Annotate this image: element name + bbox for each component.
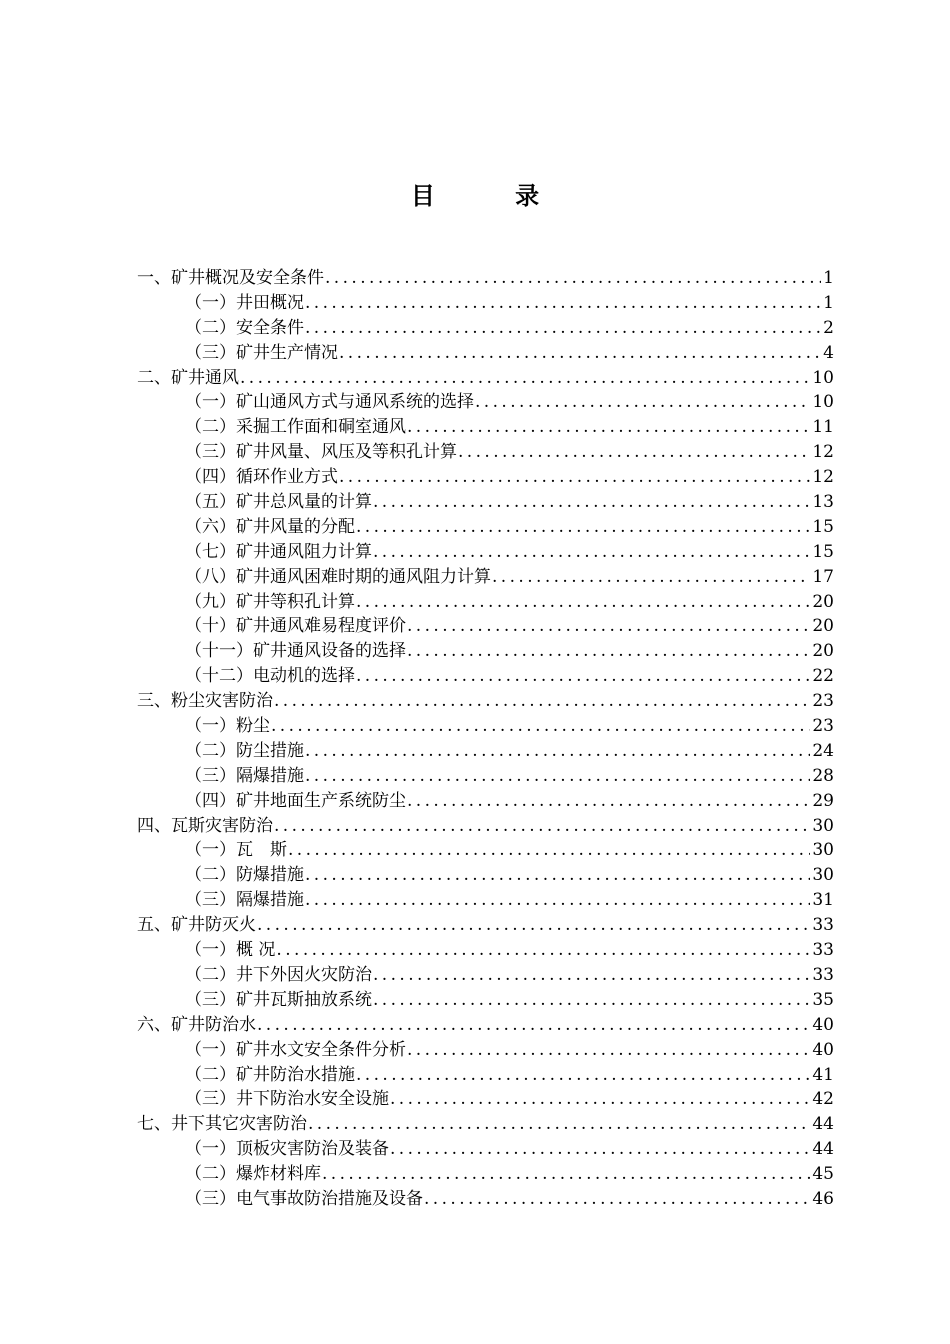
toc-section-entry[interactable]: [137, 639, 834, 664]
toc-page-number: 22: [812, 666, 834, 687]
toc-entry-label: （九）矿井等积孔计算: [185, 591, 355, 612]
toc-entry-label: （三）矿井风量、风压及等积孔计算: [185, 442, 457, 463]
dot-leader: [270, 714, 810, 739]
toc-section-entry[interactable]: [137, 888, 834, 913]
toc-section-entry[interactable]: [137, 540, 834, 565]
dot-leader: [304, 739, 810, 764]
toc-page-number: 23: [812, 716, 834, 737]
toc-entry-label: （十二）电动机的选择: [185, 666, 355, 687]
toc-chapter-entry[interactable]: [137, 689, 834, 714]
toc-page-number: 10: [812, 367, 834, 388]
toc-page-number: 20: [812, 591, 834, 612]
toc-entry-label: （二）安全条件: [185, 317, 304, 338]
toc-chapter-entry[interactable]: [137, 366, 834, 391]
dot-leader: [273, 689, 810, 714]
toc-entry-label: （四）循环作业方式: [185, 467, 338, 488]
toc-page-number: 40: [812, 1014, 834, 1035]
toc-entry-label: （三）隔爆措施: [185, 765, 304, 786]
toc-page-number: 30: [812, 865, 834, 886]
toc-entry-label: （一）粉尘: [185, 716, 270, 737]
toc-page-number: 1: [823, 268, 834, 288]
toc-entry-label: 二、矿井通风: [137, 367, 239, 388]
dot-leader: [389, 1087, 810, 1112]
toc-section-entry[interactable]: [137, 515, 834, 540]
dot-leader: [324, 266, 821, 291]
toc-section-entry[interactable]: [137, 490, 834, 515]
dot-leader: [256, 1013, 810, 1038]
toc-page-number: 10: [812, 392, 834, 413]
toc-section-entry[interactable]: [137, 316, 834, 341]
toc-entry-label: （二）爆炸材料库: [185, 1164, 321, 1185]
dot-leader: [372, 540, 810, 565]
toc-section-entry[interactable]: [137, 938, 834, 963]
dot-leader: [338, 465, 810, 490]
toc-entry-label: （三）矿井瓦斯抽放系统: [185, 989, 372, 1010]
toc-page-number: 13: [812, 492, 834, 513]
toc-entry-label: 五、矿井防灭火: [137, 915, 256, 936]
toc-page-number: 33: [812, 915, 834, 936]
table-of-contents: [137, 266, 834, 1212]
toc-entry-label: （十）矿井通风难易程度评价: [185, 616, 406, 637]
toc-chapter-entry[interactable]: [137, 814, 834, 839]
toc-section-entry[interactable]: [137, 341, 834, 366]
dot-leader: [372, 963, 810, 988]
dot-leader: [406, 1038, 810, 1063]
dot-leader: [457, 440, 810, 465]
toc-entry-label: （一）概 况: [185, 940, 276, 961]
toc-page-number: 42: [812, 1089, 834, 1110]
toc-entry-label: 四、瓦斯灾害防治: [137, 815, 273, 836]
toc-entry-label: （一）井田概况: [185, 292, 304, 313]
toc-page-number: 33: [812, 964, 834, 985]
toc-section-entry[interactable]: [137, 988, 834, 1013]
toc-entry-label: （一）顶板灾害防治及装备: [185, 1139, 389, 1160]
toc-page-number: 44: [812, 1114, 834, 1135]
toc-page-number: 17: [812, 566, 834, 587]
toc-entry-label: 六、矿井防治水: [137, 1014, 256, 1035]
toc-section-entry[interactable]: [137, 1087, 834, 1112]
toc-page-number: 20: [812, 641, 834, 662]
toc-entry-label: （二）防爆措施: [185, 865, 304, 886]
toc-section-entry[interactable]: [137, 1137, 834, 1162]
toc-section-entry[interactable]: [137, 1187, 834, 1212]
dot-leader: [406, 415, 810, 440]
toc-page-number: 24: [812, 740, 834, 761]
toc-page-number: 29: [812, 790, 834, 811]
dot-leader: [338, 341, 821, 366]
toc-section-entry[interactable]: [137, 838, 834, 863]
toc-entry-label: （三）井下防治水安全设施: [185, 1089, 389, 1110]
dot-leader: [273, 814, 810, 839]
toc-section-entry[interactable]: [137, 664, 834, 689]
toc-section-entry[interactable]: [137, 291, 834, 316]
page-title: 目 录: [410, 182, 576, 210]
toc-chapter-entry[interactable]: [137, 1112, 834, 1137]
toc-page-number: 30: [812, 840, 834, 861]
toc-page-number: 20: [812, 616, 834, 637]
toc-entry-label: （八）矿井通风困难时期的通风阻力计算: [185, 566, 491, 587]
dot-leader: [304, 888, 810, 913]
toc-entry-label: （二）井下外因火灾防治: [185, 964, 372, 985]
toc-section-entry[interactable]: [137, 863, 834, 888]
dot-leader: [355, 664, 810, 689]
toc-section-entry[interactable]: [137, 1038, 834, 1063]
toc-entry-label: （七）矿井通风阻力计算: [185, 541, 372, 562]
dot-leader: [406, 789, 810, 814]
toc-page-number: 23: [812, 691, 834, 712]
toc-entry-label: （五）矿井总风量的计算: [185, 492, 372, 513]
toc-entry-label: （六）矿井风量的分配: [185, 516, 355, 537]
toc-entry-label: （三）矿井生产情况: [185, 342, 338, 363]
toc-page-number: 2: [823, 317, 834, 338]
dot-leader: [355, 590, 810, 615]
toc-entry-label: 七、井下其它灾害防治: [137, 1114, 307, 1135]
dot-leader: [304, 316, 821, 341]
toc-chapter-entry[interactable]: [137, 1013, 834, 1038]
toc-entry-label: （四）矿井地面生产系统防尘: [185, 790, 406, 811]
dot-leader: [275, 938, 810, 963]
dot-leader: [287, 838, 810, 863]
dot-leader: [304, 863, 810, 888]
toc-page-number: 12: [812, 467, 834, 488]
toc-entry-label: 三、粉尘灾害防治: [137, 691, 273, 712]
toc-entry-label: （三）电气事故防治措施及设备: [185, 1188, 423, 1209]
dot-leader: [355, 515, 810, 540]
toc-page-number: 45: [812, 1164, 834, 1185]
toc-section-entry[interactable]: [137, 614, 834, 639]
toc-section-entry[interactable]: [137, 415, 834, 440]
dot-leader: [355, 1063, 810, 1088]
toc-page-number: 28: [812, 765, 834, 786]
dot-leader: [389, 1137, 810, 1162]
dot-leader: [406, 614, 810, 639]
dot-leader: [406, 639, 810, 664]
toc-page-number: 33: [812, 940, 834, 961]
dot-leader: [372, 988, 810, 1013]
dot-leader: [321, 1162, 810, 1187]
toc-entry-label: （十一）矿井通风设备的选择: [185, 641, 406, 662]
toc-entry-label: （一）瓦 斯: [185, 840, 287, 861]
toc-page-number: 11: [812, 417, 834, 438]
toc-section-entry[interactable]: [137, 440, 834, 465]
toc-chapter-entry[interactable]: [137, 266, 834, 291]
toc-page-number: 31: [812, 890, 834, 911]
toc-section-entry[interactable]: [137, 789, 834, 814]
toc-chapter-entry[interactable]: [137, 913, 834, 938]
toc-page-number: 41: [812, 1064, 834, 1085]
dot-leader: [239, 366, 810, 391]
toc-entry-label: （二）防尘措施: [185, 740, 304, 761]
toc-section-entry[interactable]: [137, 739, 834, 764]
toc-entry-label: （三）隔爆措施: [185, 890, 304, 911]
toc-entry-label: （二）矿井防治水措施: [185, 1064, 355, 1085]
toc-page-number: 46: [812, 1188, 834, 1209]
dot-leader: [304, 764, 810, 789]
toc-page-number: 4: [823, 342, 834, 363]
toc-page-number: 1: [823, 292, 834, 313]
toc-entry-label: （二）采掘工作面和硐室通风: [185, 417, 406, 438]
toc-section-entry[interactable]: [137, 1063, 834, 1088]
toc-section-entry[interactable]: [137, 390, 834, 415]
toc-entry-label: 一、矿井概况及安全条件: [137, 268, 324, 288]
toc-page-number: 30: [812, 815, 834, 836]
dot-leader: [307, 1112, 810, 1137]
toc-section-entry[interactable]: [137, 465, 834, 490]
toc-page-number: 44: [812, 1139, 834, 1160]
toc-section-entry[interactable]: [137, 565, 834, 590]
toc-section-entry[interactable]: [137, 1162, 834, 1187]
dot-leader: [474, 390, 810, 415]
toc-entry-label: （一）矿山通风方式与通风系统的选择: [185, 392, 474, 413]
toc-page-number: 15: [812, 541, 834, 562]
dot-leader: [304, 291, 821, 316]
dot-leader: [423, 1187, 810, 1212]
toc-section-entry[interactable]: [137, 714, 834, 739]
dot-leader: [491, 565, 810, 590]
dot-leader: [372, 490, 810, 515]
toc-section-entry[interactable]: [137, 764, 834, 789]
dot-leader: [256, 913, 810, 938]
toc-page-number: 35: [812, 989, 834, 1010]
toc-page-number: 12: [812, 442, 834, 463]
toc-section-entry[interactable]: [137, 963, 834, 988]
toc-page-number: 15: [812, 516, 834, 537]
toc-page-number: 40: [812, 1039, 834, 1060]
toc-section-entry[interactable]: [137, 590, 834, 615]
toc-entry-label: （一）矿井水文安全条件分析: [185, 1039, 406, 1060]
